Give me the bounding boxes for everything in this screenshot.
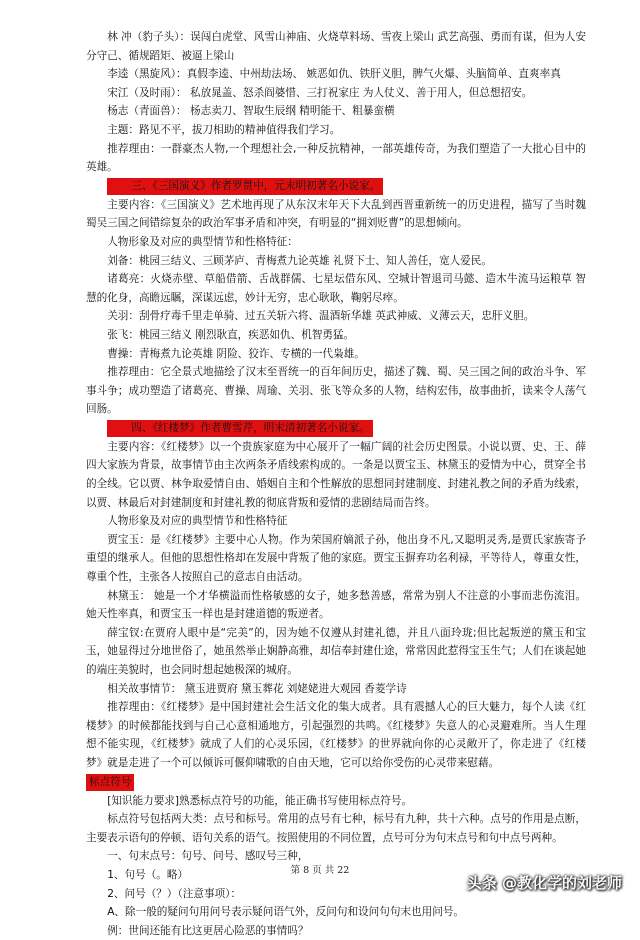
punct-requirement: [知识能力要求]熟悉标点符号的功能，能正确书写使用标点符号。 xyxy=(107,794,413,807)
punct-heading-row xyxy=(86,773,586,792)
page-number: 第 8 页 共 22 xyxy=(290,865,350,876)
text-line: 李逵（黑旋风）：真假李逵、中州劫法场、 嫉恶如仇、铁肝义胆，脾气火爆、头脑简单、直爽率真 xyxy=(107,68,561,81)
punct-intro: 标点符号包括两大类：点号和标号。常用的点号有七种，标号有九种，共十六种。点号的作用是点断，主要表示语句的停顿、语句关系的语气。按照使用的不同位置，点号可分为句末点号和句中点号两种。 xyxy=(86,813,586,844)
text-line: 主题：路见不平，拔刀相助的精神值得我们学习。 xyxy=(107,123,341,136)
honglou-char: 薛宝钗:在贾府人眼中是“完美”的，因为她不仅遵从封建礼德，并且八面玲珑;但比起叛逆的黛玉和宝玉，她显得过分地世俗了，她虽然举止娴静高雅，却信奉封建仕途，常常因此惹得宝玉生气；人们在谈起她的端庄美貌时，也会同时想起她极深的城府。 xyxy=(86,626,586,676)
honglou-content: 主要内容：《红楼梦》以一个贵族家庭为中心展开了一幅广阔的社会历史图景。小说以贾、史、王、薛四大家族为背景，故事情节由主次两条矛盾线索构成的。一条是以贾宝玉、林黛玉的爱情为中心，贯穿全书的全线。它以贾、林争取爱情自由、婚姻自主和个性解放的思想同封建制度、封建礼教之间的矛盾为线索，以贾、林最后对封建制度和封建礼教的彻底背叛和爱情的悲剧结局而告终。 xyxy=(86,440,586,509)
punct-line: 1、句号（。略） xyxy=(107,868,189,881)
punct-line: 一、句末点号：句号、问号、感叹号三种， xyxy=(107,850,309,863)
sanguo-reason: 推荐理由：它全景式地描绘了汉末至晋统一的百年间历史，描述了魏、蜀、吴三国之间的政治斗争、军事斗争；成功塑造了诸葛亮、曹操、周瑜、关羽、张飞等众多的人物，结构宏伟，故事曲折，读来令人荡气回肠。 xyxy=(86,366,586,416)
sanguo-char: 诸葛亮：火烧赤壁、草船借箭、舌战群儒、七星坛借东风、空城计智退司马懿、造木牛流马运粮草 智慧的化身，高瞻远瞩，深谋远虑，妙计无穷，忠心耿耿，鞠躬尽瘁。 xyxy=(86,273,586,304)
document-page xyxy=(86,28,586,940)
section-heading-sanguo: 三、《三国演义》作者罗贯中，元末明初著名小说家。 xyxy=(107,178,383,195)
section-heading-punctuation: 标点符号 xyxy=(86,774,134,791)
punct-line: 2、问号（？）（注意事项）： xyxy=(107,887,242,900)
punct-line: A、除一般的疑问句用问号表示疑问语气外，反问句和设问句句末也用问号。 xyxy=(107,906,465,919)
text-line: 推荐理由：一群豪杰人物,一个理想社会,一种反抗精神，一部英雄传奇，为我们塑造了一大批心目中的英雄。 xyxy=(86,142,586,174)
sanguo-char: 张飞：桃园三结义 刚烈耿直，疾恶如仇、机智勇猛。 xyxy=(107,328,355,341)
sanguo-char: 关羽：刮骨疗毒千里走单骑、过五关斩六将、温酒斩华雄 英武神威、义薄云天，忠肝义胆。 xyxy=(107,310,535,323)
text-line: 宋江（及时雨）： 私放晁盖、怒杀阎婆惜、三打祝家庄 为人仗义、善于用人，但总想招安。 xyxy=(107,86,533,99)
honglou-stories: 相关故事情节： 黛玉进贾府 黛玉葬花 刘姥姥进大观园 香菱学诗 xyxy=(107,682,407,695)
text-line: 杨志（青面兽）： 杨志卖刀、智取生辰纲 精明能干、粗暴蛮横 xyxy=(107,105,395,118)
sanguo-char: 曹操：青梅煮九论英雄 阴险、狡诈、专横的一代枭雄。 xyxy=(107,347,365,360)
honglou-char: 贾宝玉：是《红楼梦》主要中心人物。作为荣国府嫡派子孙，他出身不凡,又聪明灵秀,是贾氏家族寄予重望的继承人。但他的思想性格却在发展中背叛了他的家庭。贾宝玉摒弃功名利禄，平等待人，尊重女性，尊重个性，主张各人按照自己的意志自由活动。 xyxy=(86,533,586,584)
honglou-char: 林黛玉： 她是一个才华横溢而性格敏感的女子，她多愁善感，常常为别人不注意的小事而悲伤流泪。她天性率真，和贾宝玉一样也是封建道德的叛逆者。 xyxy=(86,589,586,621)
punct-line: 例：世间还能有比这更居心险恶的事情吗？ xyxy=(107,924,309,937)
text-line: 林 冲（豹子头）：误闯白虎堂、风雪山神庙、火烧草料场、雪夜上梁山 武艺高强、勇而有谋，但为人安分守己、循规蹈矩、被逼上梁山 xyxy=(86,31,586,62)
section-heading-honglou: 四、《红楼梦》作者曹雪芹，明末清初著名小说家。 xyxy=(107,420,373,437)
watermark xyxy=(467,872,622,893)
sanguo-content: 主要内容：《三国演义》艺术地再现了从东汉末年天下大乱到西晋重新统一的历史进程，描写了当时魏蜀吴三国之间错综复杂的政治军事矛盾和冲突，有明显的“拥刘贬曹”的思想倾向。 xyxy=(86,198,586,230)
section-heading-sanguo-row xyxy=(86,177,586,196)
section-heading-honglou-row xyxy=(86,419,586,438)
honglou-chars-intro: 人物形象及对应的典型情节和性格特征 xyxy=(107,515,288,528)
sanguo-char: 刘备：桃园三结义、三顾茅庐、青梅煮九论英雄 礼贤下士、知人善任，宽人爱民。 xyxy=(107,254,492,267)
honglou-reason: 推荐理由：《红楼梦》是中国封建社会生活文化的集大成者。具有震撼人心的巨大魅力，每个人读《红楼梦》的时候都能找到与自己心意相通地方，引起强烈的共鸣。《红楼梦》失意人的心灵避难所。当人生理想不能实现，《红楼梦》就成了人们的心灵乐园，《红楼梦》的世界就向你的心灵敞开了，你走进了《红楼梦》就是走进了一个可以倾诉可偃仰啸歌的自由天地，它可以给你受伤的心灵带来慰藉。 xyxy=(86,701,586,769)
watermark-text: 头条 @教化学的刘老师 xyxy=(466,874,622,892)
sanguo-chars-intro: 人物形象及对应的典型情节和性格特征： xyxy=(107,235,298,248)
